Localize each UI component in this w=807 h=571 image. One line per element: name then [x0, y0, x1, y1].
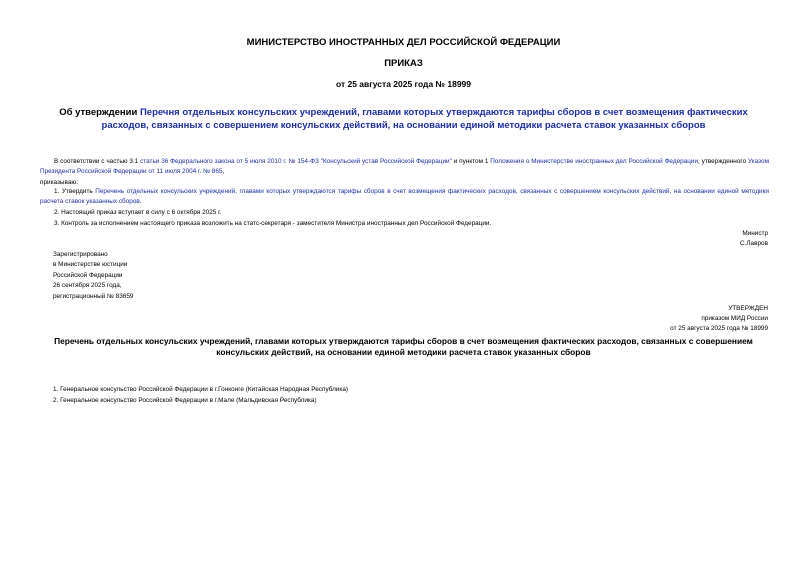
- list-item: 1. Генеральное консульство Российской Федерации в г.Гонконге (Китайская Народная Республика): [53, 386, 348, 393]
- registration-line: регистрационный № 83659: [53, 292, 134, 300]
- registration-line: в Министерстве юстиции: [53, 261, 128, 269]
- registration-line: Российской Федерации: [53, 271, 123, 279]
- registration-block: [53, 250, 133, 302]
- registration-line: Зарегистрировано: [53, 251, 108, 258]
- approval-line: от 25 августа 2025 года № 18999: [670, 325, 768, 332]
- preamble-text-2: и пунктом 1: [451, 158, 491, 165]
- signature-name: С.Лавров: [739, 240, 768, 247]
- list-link[interactable]: Перечень отдельных консульских учреждений, главами которых утверждаются тарифы сборов в счет возмещения фактических расходов, связанных с совершением консульских действий, на основании единой методики расчета ставок указанных сборов: [40, 188, 769, 205]
- item-1-paragraph: [40, 187, 769, 207]
- approval-block: [670, 304, 768, 334]
- list-title: Перечень отдельных консульских учреждений, главами которых утверждаются тарифы сборов в счет возмещения фактических расходов, связанных с совершением консульских действий, на основании единой методики расчета ставок указанных сборов: [54, 336, 753, 357]
- preamble-text-4: ,: [222, 167, 225, 175]
- approval-line: УТВЕРЖДЕН: [728, 305, 768, 312]
- doc-type-heading: ПРИКАЗ: [384, 58, 423, 69]
- regulation-link[interactable]: Положения о Министерстве иностранных дел Российской Федерации: [490, 158, 699, 165]
- item-2-paragraph: 2. Настоящий приказ вступает в силу с 6 октября 2025 г.: [54, 209, 222, 216]
- title-link[interactable]: Перечня отдельных консульских учреждений, главами которых утверждаются тарифы сборов в счет возмещения фактических расходов, связанных с совершением консульских действий, на основании единой методики расчета ставок указанных сборов: [101, 107, 748, 131]
- order-word: приказываю:: [40, 179, 78, 186]
- decree-link[interactable]: Указом Президента Российской Федерации от 11 июля 2004 г. № 865: [40, 158, 769, 175]
- registration-line: 26 сентября 2025 года,: [53, 282, 122, 290]
- title-prefix: Об утверждении: [59, 107, 140, 118]
- signature-position: Министр: [742, 230, 768, 237]
- item-1-prefix: 1. Утвердить: [54, 188, 96, 195]
- date-number: от 25 августа 2025 года № 18999: [335, 79, 472, 89]
- item-1-suffix: .: [139, 197, 142, 205]
- order-title: [40, 106, 767, 132]
- preamble-paragraph: [40, 157, 769, 177]
- list-item: 2. Генеральное консульство Российской Федерации в г.Мале (Мальдивская Республика): [53, 397, 317, 404]
- item-3-paragraph: 3. Контроль за исполнением настоящего приказа возложить на статс-секретаря - заместителя Министра иностранных дел Российской Федерации.: [54, 220, 492, 227]
- signature-block: [740, 229, 768, 249]
- preamble-text-1: В соответствии с частью 3.1: [54, 158, 141, 165]
- ministry-heading: МИНИСТЕРСТВО ИНОСТРАННЫХ ДЕЛ РОССИЙСКОЙ ФЕДЕРАЦИИ: [246, 37, 561, 48]
- preamble-text-3: , утвержденного: [698, 158, 748, 165]
- approval-line: приказом МИД России: [701, 315, 768, 322]
- law-link[interactable]: статьи 36 Федерального закона от 5 июля 2010 г. № 154-ФЗ "Консульский устав Российской Федерации": [140, 158, 452, 165]
